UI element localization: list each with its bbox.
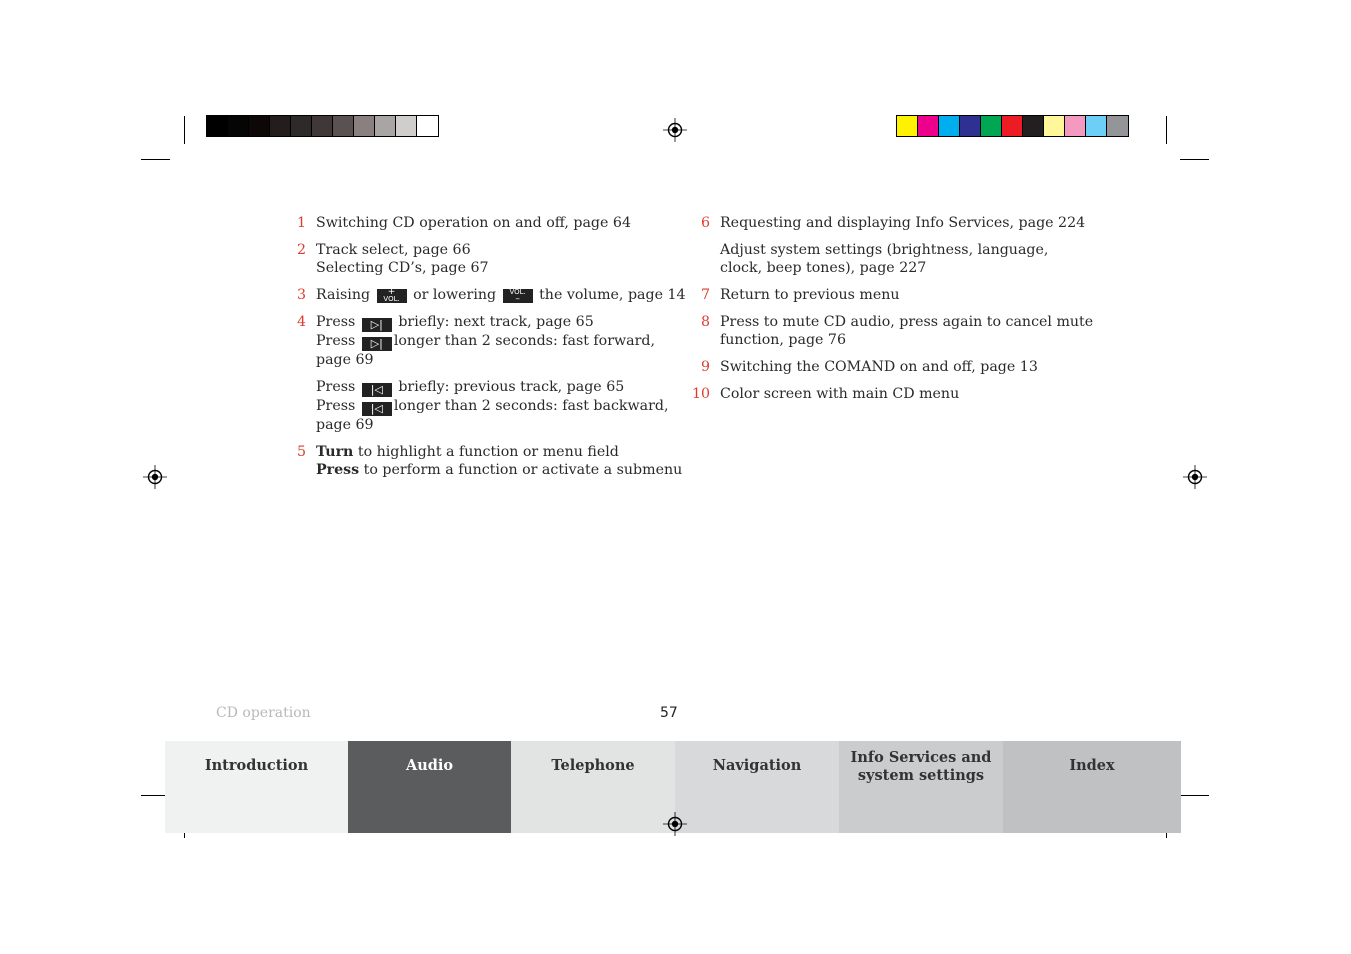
text-fragment: to perform a function or activate a submenu: [363, 462, 683, 478]
list-item: [700, 313, 1100, 349]
list-item: [700, 286, 1100, 304]
item-text: [316, 332, 676, 351]
color-swatch: [981, 116, 1002, 136]
item-number: 7: [700, 287, 710, 303]
text-fragment: the volume, page 14: [539, 287, 686, 303]
color-swatch: [1107, 116, 1128, 136]
item-text: Adjust system settings (brightness, language,: [720, 242, 1049, 258]
color-swatch: [375, 116, 396, 136]
item-number: 5: [296, 444, 306, 460]
tab-index[interactable]: [1003, 741, 1181, 833]
item-number: 8: [700, 314, 710, 330]
tab-label: Introduction: [204, 757, 309, 774]
color-swatch: [312, 116, 333, 136]
key-glyph: +: [387, 287, 396, 297]
tab-audio[interactable]: [348, 741, 511, 833]
color-swatch: [918, 116, 939, 136]
text-fragment: longer than 2 seconds: fast forward,: [393, 333, 655, 349]
list-item: [296, 443, 683, 479]
text-fragment: or lowering: [413, 287, 497, 303]
list-item: [296, 241, 676, 277]
tab-telephone[interactable]: [511, 741, 675, 833]
text-fragment: Press: [316, 398, 356, 414]
item-text: [316, 443, 676, 461]
item-text: clock, beep tones), page 227: [720, 260, 927, 276]
item-number: 2: [296, 242, 306, 258]
registration-mark-icon: [663, 118, 687, 142]
list-item: [691, 385, 1100, 403]
tab-introduction[interactable]: [165, 741, 348, 833]
section-title: CD operation: [216, 705, 311, 721]
skip-forward-key-icon: ▷|: [362, 318, 392, 332]
item-text: [316, 313, 676, 332]
text-fragment: Raising: [316, 287, 371, 303]
skip-forward-key-icon: ▷|: [362, 337, 392, 351]
process-color-bar: [896, 115, 1129, 137]
list-item: [296, 214, 676, 232]
color-swatch: [270, 116, 291, 136]
registration-mark-icon: [1183, 465, 1207, 489]
color-swatch: [1023, 116, 1044, 136]
sub-paragraph: [720, 241, 1100, 277]
skip-back-key-icon: |◁: [362, 402, 392, 416]
color-swatch: [291, 116, 312, 136]
tab-label: Telephone: [551, 757, 635, 774]
item-number: 10: [691, 386, 710, 402]
registration-mark-icon: [663, 812, 687, 836]
text-fragment: Press: [316, 379, 356, 395]
color-swatch: [354, 116, 375, 136]
text-fragment: Press: [316, 333, 356, 349]
color-swatch: [228, 116, 249, 136]
color-swatch: [939, 116, 960, 136]
color-swatch: [1002, 116, 1023, 136]
item-text: Selecting CD’s, page 67: [316, 260, 489, 276]
volume-down-key-icon: [503, 289, 533, 303]
tab-navigation[interactable]: [675, 741, 839, 833]
tab-info-services[interactable]: [839, 741, 1003, 833]
text-fragment: to highlight a function or menu field: [357, 444, 619, 460]
text-fragment: longer than 2 seconds: fast backward,: [393, 398, 669, 414]
item-number: 3: [296, 287, 306, 303]
item-text: [316, 286, 686, 304]
color-swatch: [1086, 116, 1107, 136]
right-column: [691, 214, 1100, 412]
item-text: Return to previous menu: [720, 287, 900, 303]
list-item: [700, 358, 1100, 376]
list-item: [296, 286, 686, 304]
text-fragment: briefly: previous track, page 65: [398, 379, 625, 395]
key-glyph: –: [515, 294, 520, 304]
item-text: [316, 397, 676, 416]
color-swatch: [1044, 116, 1065, 136]
page-number: 57: [660, 705, 678, 721]
item-text: [316, 378, 676, 397]
item-text: Track select, page 66: [316, 242, 471, 258]
item-text: [316, 461, 683, 479]
item-text: Color screen with main CD menu: [720, 386, 960, 402]
tab-label: Navigation: [712, 757, 802, 774]
crop-mark: [184, 116, 185, 144]
crop-mark: [1166, 116, 1167, 144]
key-label: VOL.: [509, 288, 526, 296]
crop-mark: [1180, 159, 1209, 160]
item-text: page 69: [316, 417, 374, 433]
bold-term: Turn: [316, 444, 354, 460]
item-number: 4: [296, 314, 306, 330]
tab-label: Audio: [405, 757, 454, 774]
grayscale-color-bar: [206, 115, 439, 137]
list-item: [296, 313, 676, 434]
item-number: 6: [700, 215, 710, 231]
sub-paragraph: [316, 378, 676, 434]
item-number: 9: [700, 359, 710, 375]
item-text: Switching the COMAND on and off, page 13: [720, 359, 1038, 375]
crop-mark: [141, 159, 170, 160]
color-swatch: [333, 116, 354, 136]
text-fragment: Press: [316, 314, 356, 330]
color-swatch: [417, 116, 438, 136]
registration-mark-icon: [143, 465, 167, 489]
item-text: function, page 76: [720, 332, 846, 348]
item-text: Switching CD operation on and off, page 64: [316, 215, 631, 231]
key-label: VOL.: [383, 295, 400, 303]
color-swatch: [249, 116, 270, 136]
item-text: page 69: [316, 352, 374, 368]
left-column: [296, 214, 686, 488]
crop-mark: [1180, 795, 1209, 796]
bold-term: Press: [316, 462, 360, 478]
skip-back-key-icon: |◁: [362, 383, 392, 397]
color-swatch: [207, 116, 228, 136]
color-swatch: [396, 116, 417, 136]
item-text: Press to mute CD audio, press again to cancel mute: [720, 314, 1094, 330]
volume-up-key-icon: [377, 289, 407, 303]
item-text: Requesting and displaying Info Services, page 224: [720, 215, 1086, 231]
color-swatch: [1065, 116, 1086, 136]
color-swatch: [960, 116, 981, 136]
list-item: [700, 214, 1100, 277]
text-fragment: briefly: next track, page 65: [398, 314, 594, 330]
tab-label: system settings: [857, 767, 985, 784]
color-swatch: [897, 116, 918, 136]
tab-label: Info Services and: [850, 749, 992, 766]
tab-label: Index: [1069, 757, 1115, 774]
item-number: 1: [296, 215, 306, 231]
